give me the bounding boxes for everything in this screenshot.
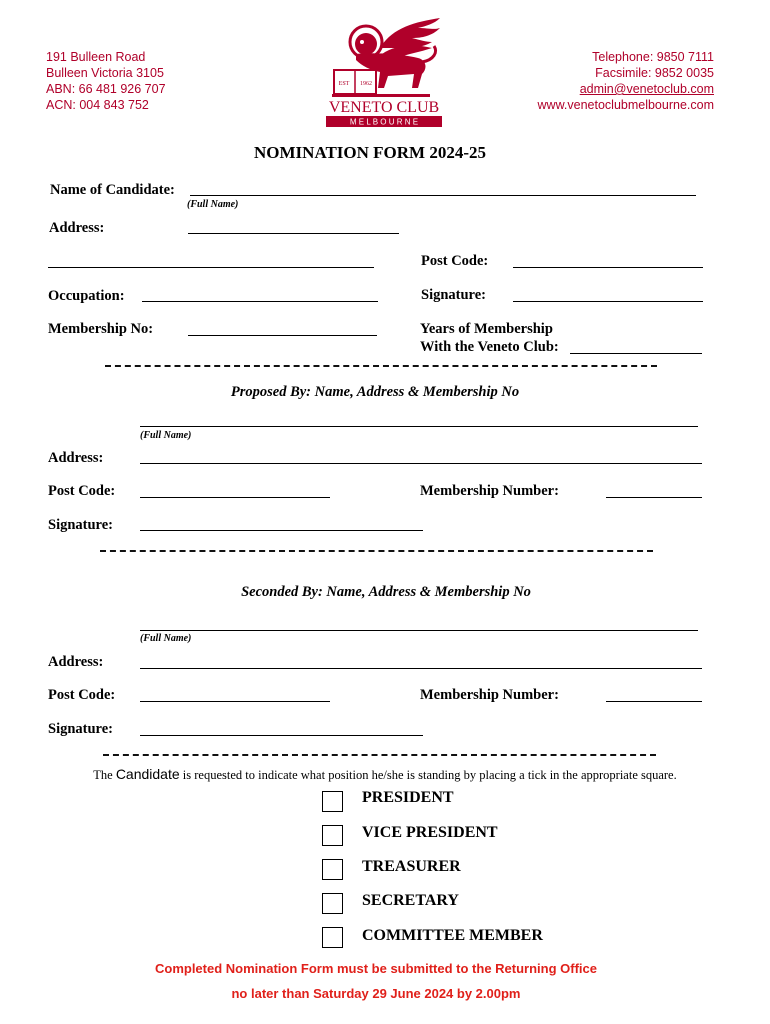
submission-notice-line2: no later than Saturday 29 June 2024 by 2.00pm [231, 986, 521, 1001]
occupation-field[interactable] [142, 301, 378, 302]
treasurer-checkbox[interactable] [322, 859, 343, 880]
website: www.venetoclubmelbourne.com [537, 98, 714, 112]
logo-subtitle: M E L B O U R N E [349, 117, 419, 127]
candidate-postcode-label: Post Code: [421, 253, 489, 269]
section-divider [103, 754, 656, 756]
proposer-membership-number-label: Membership Number: [420, 483, 559, 499]
years-membership-label-2: With the Veneto Club: [420, 339, 559, 355]
president-label: PRESIDENT [362, 789, 454, 806]
club-contact [538, 49, 714, 113]
proposer-postcode-field[interactable] [140, 497, 330, 498]
seconder-membership-number-field[interactable] [606, 701, 702, 702]
seconder-name-field[interactable] [140, 630, 698, 631]
seconder-postcode-label: Post Code: [48, 687, 116, 703]
email-link[interactable]: admin@venetoclub.com [579, 82, 714, 96]
address-line: Bulleen Victoria 3105 [46, 66, 164, 80]
candidate-name-label: Name of Candidate: [50, 182, 175, 198]
vice-president-checkbox[interactable] [322, 825, 343, 846]
years-membership-label: Years of Membership [420, 321, 553, 337]
proposer-postcode-label: Post Code: [48, 483, 116, 499]
telephone: Telephone: 9850 7111 [592, 50, 714, 64]
proposer-membership-number-field[interactable] [606, 497, 702, 498]
full-name-hint: (Full Name) [140, 430, 192, 441]
seconded-by-heading: Seconded By: Name, Address & Membership No [241, 584, 531, 600]
form-title: NOMINATION FORM 2024-25 [254, 143, 486, 162]
treasurer-label: TREASURER [362, 858, 461, 875]
proposed-by-heading: Proposed By: Name, Address & Membership No [230, 384, 520, 400]
seconder-signature-label: Signature: [48, 721, 113, 737]
submission-notice-line1: Completed Nomination Form must be submitted to the Returning Office [154, 961, 597, 976]
veneto-club-logo [322, 14, 448, 128]
president-checkbox[interactable] [322, 791, 343, 812]
abn: ABN: 66 481 926 707 [46, 82, 166, 96]
years-membership-field[interactable] [570, 353, 702, 354]
candidate-signature-field[interactable] [513, 301, 703, 302]
committee-member-checkbox[interactable] [322, 927, 343, 948]
svg-text:1962: 1962 [360, 81, 372, 87]
candidate-address-field-1[interactable] [188, 233, 399, 234]
full-name-hint: (Full Name) [187, 199, 239, 210]
candidate-signature-label: Signature: [421, 287, 486, 303]
occupation-label: Occupation: [48, 288, 125, 304]
candidate-address-field-2[interactable] [48, 267, 374, 268]
acn: ACN: 004 843 752 [46, 98, 149, 112]
membership-no-label: Membership No: [48, 321, 154, 337]
club-address [46, 49, 166, 113]
candidate-postcode-field[interactable] [513, 267, 703, 268]
membership-no-field[interactable] [188, 335, 377, 336]
section-divider [105, 365, 657, 367]
proposer-address-field[interactable] [140, 463, 702, 464]
proposer-address-label: Address: [48, 450, 104, 466]
secretary-label: SECRETARY [362, 892, 459, 909]
seconder-signature-field[interactable] [140, 735, 423, 736]
seconder-address-field[interactable] [140, 668, 702, 669]
seconder-membership-number-label: Membership Number: [420, 687, 559, 703]
logo-name: VENETO CLUB [328, 99, 440, 116]
full-name-hint: (Full Name) [140, 633, 192, 644]
seconder-postcode-field[interactable] [140, 701, 330, 702]
committee-member-label: COMMITTEE MEMBER [362, 927, 543, 944]
facsimile: Facsimile: 9852 0035 [595, 66, 714, 80]
section-divider [100, 550, 653, 552]
proposer-signature-field[interactable] [140, 530, 423, 531]
proposer-signature-label: Signature: [48, 517, 113, 533]
proposer-name-field[interactable] [140, 426, 698, 427]
vice-president-label: VICE PRESIDENT [362, 824, 498, 841]
candidate-address-label: Address: [49, 220, 105, 236]
winged-lion-icon [322, 14, 448, 128]
secretary-checkbox[interactable] [322, 893, 343, 914]
seconder-address-label: Address: [48, 654, 104, 670]
candidate-name-field[interactable] [190, 195, 696, 196]
instruction-text: The Candidate is requested to indicate what position he/she is standing by placing a tick in the appropriate square. [93, 766, 677, 782]
svg-text:EST: EST [338, 81, 350, 87]
address-line: 191 Bulleen Road [46, 50, 146, 64]
